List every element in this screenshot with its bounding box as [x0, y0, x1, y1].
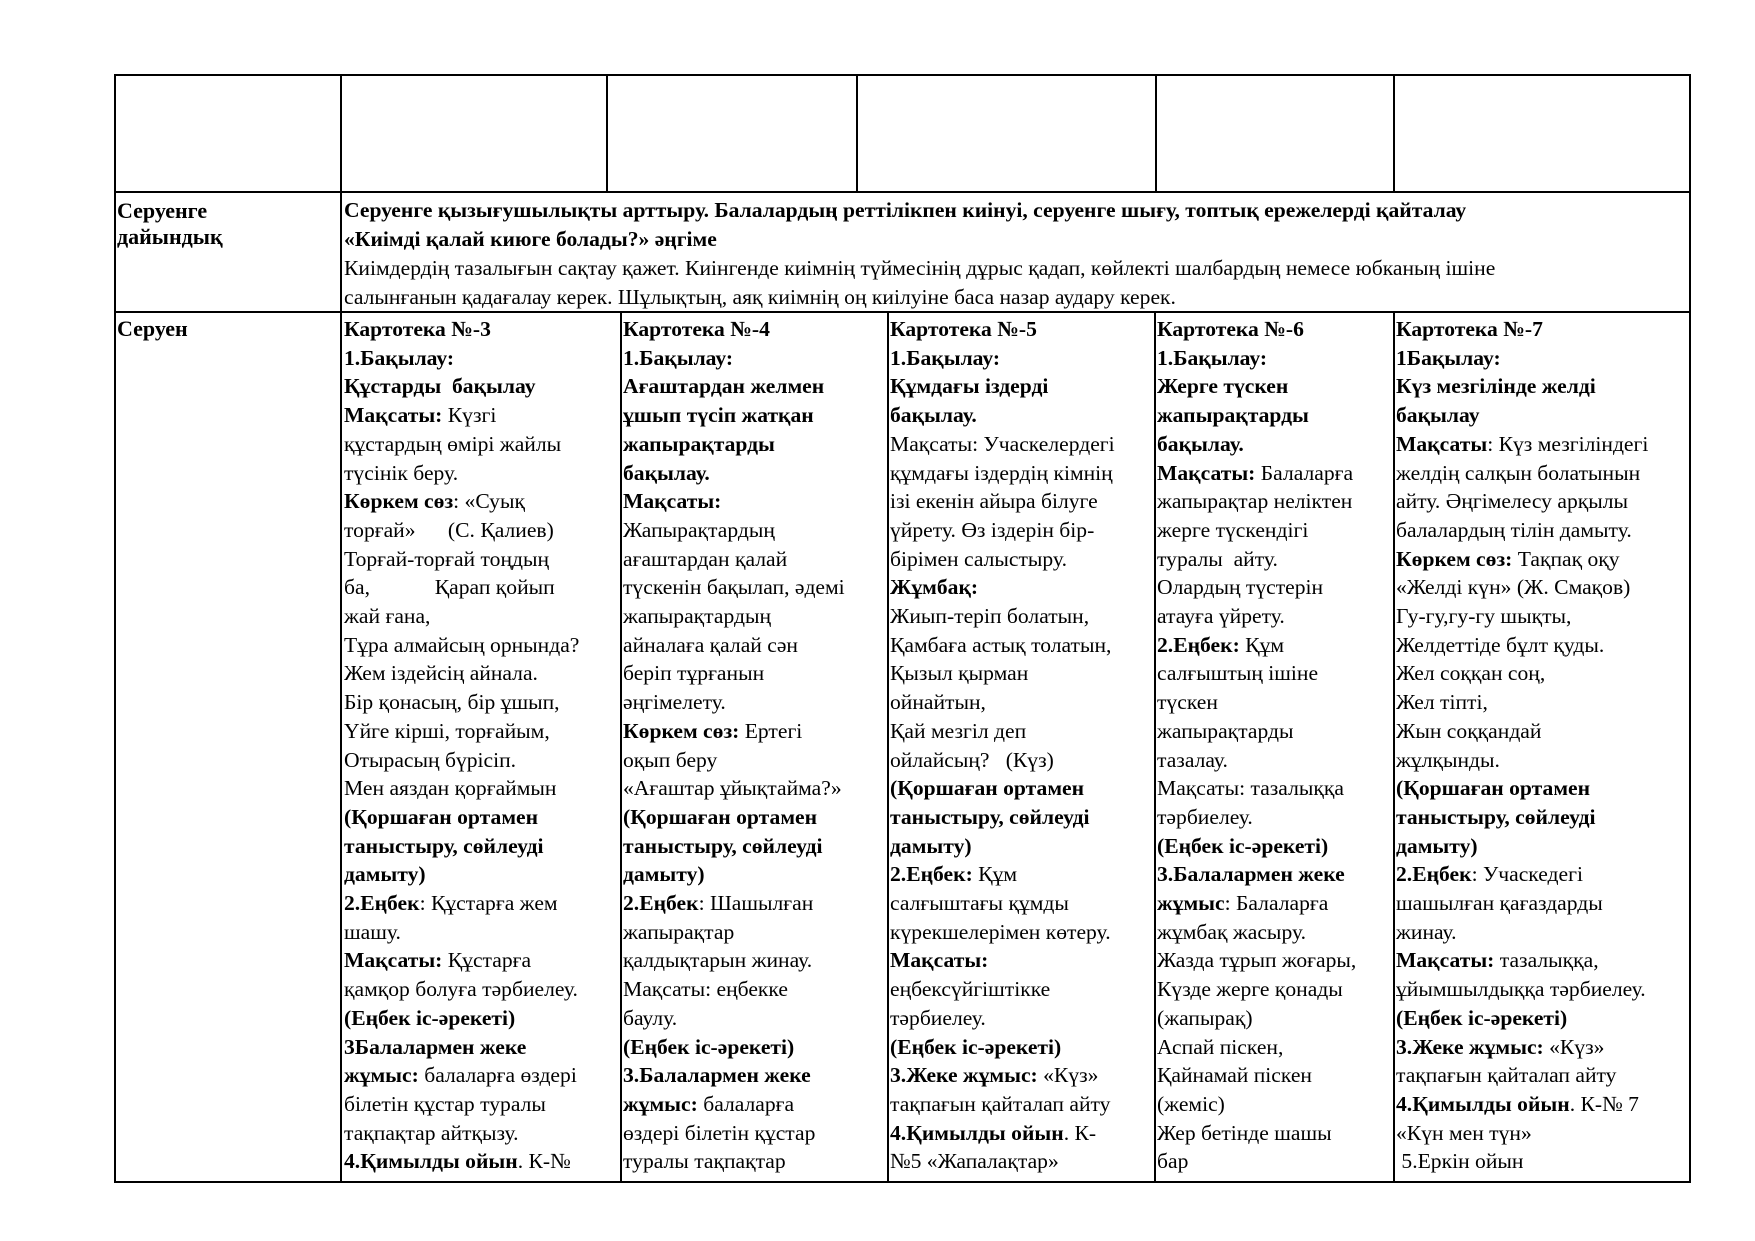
walk-row-divider-2 [887, 311, 889, 1183]
card-text-line: Жел соққан соң, [1396, 661, 1546, 686]
card-text-line: 3Балалармен жеке [344, 1034, 527, 1059]
card-text-line: «Ағаштар ұйықтайма?» [623, 776, 842, 801]
card-text-line: Тұра алмайсың орнында? [344, 632, 580, 657]
card-text-line: Мақсаты: тазалыққа [1157, 776, 1344, 801]
card-text-line: №5 «Жапалақтар» [890, 1149, 1059, 1174]
card-text-line: бақылау. [1157, 431, 1244, 456]
card-text-line: жай ғана, [344, 604, 431, 629]
card-text-line: жұлқынды. [1396, 747, 1500, 772]
text-segment: Тақпақ оқу [1517, 546, 1620, 571]
card-text-line: қамқор болуға тәрбиелеу. [344, 977, 578, 1002]
prep-line-1: Киімдердің тазалығын сақтау қажет. Киінгенде киімнің түймесінің дұрыс қадап, көйлекті шалбардың немесе юбканың ішіне [344, 256, 1496, 280]
card-text-line: Картотека №-4 [623, 317, 770, 341]
card-text-line: Күз мезгілінде желді [1396, 374, 1596, 399]
card-text-line: Қызыл қырман [890, 661, 1029, 686]
walk-row-divider-3 [1154, 311, 1156, 1183]
text-segment: 2.Еңбек: [890, 862, 979, 887]
card-text-line: (Еңбек іс-әрекеті) [623, 1034, 795, 1059]
card-text-line: 1.Бақылау: [623, 345, 734, 370]
text-segment: 2.Еңбек [344, 891, 420, 916]
card-text-line: салғыштағы құмды [890, 891, 1069, 916]
card-text-line: Құстарды бақылау [344, 374, 536, 399]
card-text-line: Қай мезгіл деп [890, 718, 1027, 743]
card-text-line: Құмдағы іздерді [890, 374, 1049, 399]
table-top-border [114, 74, 1691, 76]
card-text-line: Жиып-теріп болатын, [890, 604, 1090, 629]
card-column-6 [1157, 315, 1356, 1176]
card-text-line: Мақсаты: [623, 489, 722, 514]
card-text-line: (Қоршаған ортамен [344, 804, 539, 829]
card-text-line: Мен аяздан қорғаймын [344, 776, 557, 801]
card-text-line [1396, 1033, 1648, 1062]
card-text-line: тәрбиелеу. [1157, 804, 1253, 829]
card-text-line: жапырақтарды [1157, 718, 1294, 743]
card-text-line: атауға үйрету. [1157, 604, 1285, 629]
card-text-line: бақылау. [890, 403, 977, 428]
card-text-line: (жеміс) [1157, 1091, 1225, 1116]
card-text-line [344, 401, 579, 430]
card-text-line [344, 946, 579, 975]
text-segment: Құм [978, 862, 1018, 887]
card-text-line: бақылау [1396, 403, 1480, 428]
card-text-line [1396, 430, 1648, 459]
card-text-line: салғыштың ішіне [1157, 661, 1319, 686]
card-text-line: құмдағы іздердің кімнің [890, 460, 1113, 485]
card-text-line [1157, 889, 1356, 918]
text-segment: 3.Жеке жұмыс: [1396, 1034, 1550, 1059]
card-text-line: Желдеттіде бұлт қуды. [1396, 632, 1605, 657]
table-bottom-border [114, 1181, 1691, 1183]
card-text-line: Картотека №-5 [890, 317, 1037, 341]
card-text-line: Қамбаға астық толатын, [890, 632, 1112, 657]
card-text-line: (Қоршаған ортамен [623, 804, 818, 829]
card-text-line: дамыту) [623, 862, 705, 887]
card-text-line: Жапырақтардың [623, 517, 775, 542]
card-text-line [1396, 1090, 1648, 1119]
card-column-3 [344, 315, 579, 1176]
text-segment: Мақсаты: [344, 948, 448, 973]
prep-bold-line-2: «Киімді қалай киюге болады?» әңгіме [344, 227, 717, 251]
card-text-line: таныстыру, сөйлеуді [1396, 804, 1596, 829]
card-text-line: торғай» (С. Қалиев) [344, 517, 554, 542]
walk-row-divider-4 [1393, 311, 1395, 1183]
card-text-line [344, 889, 579, 918]
card-text-line: тақпағын қайталап айту [1396, 1063, 1617, 1088]
card-text-line: дамыту) [890, 833, 972, 858]
text-segment: 4.Қимылды ойын [1396, 1091, 1570, 1116]
card-text-line: айналаға қалай сән [623, 632, 798, 657]
card-text-line: Жын соққандай [1396, 718, 1542, 743]
text-segment: Мақсаты [1396, 431, 1488, 456]
card-text-line: жұмбақ жасыру. [1157, 919, 1306, 944]
text-segment: : Балаларға [1224, 891, 1329, 916]
card-text-line: таныстыру, сөйлеуді [623, 833, 823, 858]
card-text-line: бірімен салыстыру. [890, 546, 1067, 571]
row-divider-1 [114, 191, 1691, 193]
card-text-line: (Қоршаған ортамен [890, 776, 1085, 801]
card-text-line [890, 1061, 1115, 1090]
card-text-line: ағаштардан қалай [623, 546, 788, 571]
card-text-line: ойлайсың? (Күз) [890, 747, 1054, 772]
card-text-line [344, 1147, 579, 1176]
text-segment: Құм [1245, 632, 1285, 657]
card-text-line: еңбексүйгіштікке [890, 977, 1051, 1002]
card-text-line: шашылған қағаздарды [1396, 891, 1603, 916]
card-text-line: түсінік беру. [344, 460, 459, 485]
card-text-line: «Күн мен түн» [1396, 1120, 1532, 1145]
text-segment: . К- [1063, 1120, 1097, 1145]
prep-bold-line-1: Серуенге қызығушылықты арттыру. Балалардың реттілікпен киінуі, серуенге шығу, топтық ережелерді қайталау [344, 198, 1467, 222]
text-segment: : «Суық [453, 489, 525, 514]
card-text-line: Жерге түскен [1157, 374, 1289, 399]
card-text-line: жинау. [1396, 919, 1457, 944]
card-text-line [1396, 946, 1648, 975]
text-segment: тазалыққа, [1499, 948, 1599, 973]
card-text-line: Торғай-торғай тоңдың [344, 546, 550, 571]
row-label-walk: Серуен [117, 316, 188, 341]
prep-line-2: салынғанын қадағалау керек. Шұлықтың, аяқ киімнің оң киілуіне баса назар аудару керек. [344, 285, 1176, 309]
card-text-line: тақпағын қайталап айту [890, 1091, 1111, 1116]
card-text-line: (Еңбек іс-әрекеті) [344, 1005, 516, 1030]
text-segment: Құстарға [447, 948, 532, 973]
text-segment: Көркем сөз [344, 489, 454, 514]
card-text-line: Отырасың бүрісіп. [344, 747, 517, 772]
card-text-line: жапырақтарды [623, 431, 775, 456]
walk-preparation-text [344, 196, 1684, 312]
text-segment: балаларға өздері [424, 1063, 577, 1088]
card-text-line [623, 1090, 845, 1119]
table-right-border [1689, 74, 1691, 1183]
card-text-line: Қайнамай піскен [1157, 1063, 1312, 1088]
card-text-line: туралы айту. [1157, 546, 1278, 571]
card-text-line: шашу. [344, 919, 401, 944]
card-text-line: 5.Еркін ойын [1396, 1149, 1524, 1174]
card-text-line [1396, 545, 1648, 574]
card-text-line: Ағаштардан желмен [623, 374, 825, 399]
card-text-line: балалардың тілін дамыту. [1396, 517, 1632, 542]
card-column-4 [623, 315, 845, 1176]
card-text-line: Жем іздейсің айнала. [344, 661, 538, 686]
card-text-line [623, 889, 845, 918]
card-text-line: тәрбиелеу. [890, 1005, 986, 1030]
text-segment: Ертегі [744, 718, 803, 743]
text-segment: Мақсаты: [1396, 948, 1500, 973]
card-text-line: ойнайтын, [890, 690, 986, 715]
top-row-divider-3 [1155, 74, 1157, 193]
text-segment: 2.Еңбек [623, 891, 699, 916]
card-text-line: бар [1157, 1149, 1189, 1174]
text-segment: Балаларға [1260, 460, 1354, 485]
text-segment: 2.Еңбек: [1157, 632, 1246, 657]
card-text-line [623, 717, 845, 746]
card-text-line: 3.Балалармен жеке [1157, 862, 1345, 887]
text-segment: : Құстарға жем [419, 891, 558, 916]
card-text-line: (Еңбек іс-әрекеті) [1157, 833, 1329, 858]
card-text-line: Жер бетінде шашы [1157, 1120, 1332, 1145]
card-text-line: желдің салқын болатынын [1396, 460, 1641, 485]
text-segment: 4.Қимылды ойын [890, 1120, 1064, 1145]
card-text-line: дамыту) [344, 862, 426, 887]
card-text-line: әңгімелету. [623, 690, 726, 715]
card-text-line: Картотека №-7 [1396, 317, 1543, 341]
card-text-line: тазалау. [1157, 747, 1228, 772]
card-text-line: ұшып түсіп жатқан [623, 403, 814, 428]
card-text-line: түскен [1157, 690, 1218, 715]
card-text-line: ба, Қарап қойып [344, 575, 555, 600]
card-text-line: беріп тұрғанын [623, 661, 765, 686]
card-text-line [344, 1061, 579, 1090]
text-segment: балаларға [703, 1091, 795, 1116]
card-text-line: Жел тіпті, [1396, 690, 1488, 715]
card-text-line: баулу. [623, 1005, 678, 1030]
text-segment: : Учаскедегі [1471, 862, 1583, 887]
card-text-line: 1.Бақылау: [890, 345, 1001, 370]
card-text-line [1396, 860, 1648, 889]
card-text-line: (Еңбек іс-әрекеті) [1396, 1005, 1568, 1030]
card-text-line: ұйымшылдыққа тәрбиелеу. [1396, 977, 1646, 1002]
card-text-line: түскенін бақылап, әдемі [623, 575, 845, 600]
text-segment: : Шашылған [698, 891, 814, 916]
card-text-line: Үйге кірші, торғайым, [344, 718, 550, 743]
card-text-line [1157, 631, 1356, 660]
card-text-line: Аспай піскен, [1157, 1034, 1284, 1059]
label-column-divider [340, 74, 342, 1183]
card-text-line: айту. Әңгімелесу арқылы [1396, 489, 1629, 514]
text-segment: 2.Еңбек [1396, 862, 1472, 887]
card-text-line: ізі екенін айыра білуге [890, 489, 1098, 514]
text-segment: . К-№ 7 [1569, 1091, 1639, 1116]
text-segment: Күзгі [447, 403, 497, 428]
card-text-line: 3.Балалармен жеке [623, 1063, 811, 1088]
card-text-line: Олардың түстерін [1157, 575, 1324, 600]
text-segment: 4.Қимылды ойын [344, 1149, 518, 1174]
card-text-line: дамыту) [1396, 833, 1478, 858]
text-segment: : Күз мезгіліндегі [1487, 431, 1649, 456]
top-row-divider-4 [1393, 74, 1395, 193]
text-segment: Мақсаты: [344, 403, 448, 428]
table-left-border [114, 74, 116, 1183]
top-row-divider-2 [856, 74, 858, 193]
card-text-line: Жұмбақ: [890, 575, 979, 600]
card-text-line [1157, 459, 1356, 488]
card-text-line: Жазда тұрып жоғары, [1157, 948, 1357, 973]
card-text-line: Гу-гу,гу-гу шықты, [1396, 604, 1572, 629]
card-text-line: жапырақтардың [623, 604, 772, 629]
card-text-line: бақылау. [623, 460, 710, 485]
card-text-line: тақпақтар айтқызу. [344, 1120, 519, 1145]
text-segment: жұмыс: [344, 1063, 425, 1088]
card-text-line [890, 1119, 1115, 1148]
card-text-line: жапырақтар [623, 919, 735, 944]
text-segment: Көркем сөз: [623, 718, 745, 743]
card-text-line: Картотека №-3 [344, 317, 491, 341]
card-text-line: (Еңбек іс-әрекеті) [890, 1034, 1062, 1059]
card-text-line: өздері білетін құстар [623, 1120, 816, 1145]
card-text-line: Картотека №-6 [1157, 317, 1304, 341]
text-segment: Мақсаты: [1157, 460, 1261, 485]
card-text-line: Бір қонасың, бір ұшып, [344, 690, 560, 715]
card-text-line: құстардың өмірі жайлы [344, 431, 562, 456]
text-segment: «Күз» [1549, 1034, 1605, 1059]
card-text-line: Мақсаты: Учаскелердегі [890, 431, 1115, 456]
card-text-line: «Желді күн» (Ж. Смақов) [1396, 575, 1631, 600]
text-segment: «Күз» [1043, 1063, 1099, 1088]
card-text-line: Күзде жерге қонады [1157, 977, 1343, 1002]
card-text-line: қалдықтарын жинау. [623, 948, 813, 973]
card-text-line: 1.Бақылау: [1157, 345, 1268, 370]
card-text-line: таныстыру, сөйлеуді [344, 833, 544, 858]
card-text-line: білетін құстар туралы [344, 1091, 546, 1116]
card-text-line: 1.Бақылау: [344, 345, 455, 370]
card-text-line: 1Бақылау: [1396, 345, 1501, 370]
card-column-7 [1396, 315, 1648, 1176]
card-text-line: оқып беру [623, 747, 718, 772]
card-text-line: (Қоршаған ортамен [1396, 776, 1591, 801]
card-column-5 [890, 315, 1115, 1176]
card-text-line: туралы тақпақтар [623, 1149, 786, 1174]
text-segment: жұмыс [1157, 891, 1225, 916]
card-text-line: Мақсаты: [890, 948, 989, 973]
top-row-divider-1 [606, 74, 608, 193]
card-text-line: жапырақтарды [1157, 403, 1309, 428]
card-text-line: (жапырақ) [1157, 1005, 1253, 1030]
text-segment: . К-№ [517, 1149, 571, 1174]
card-text-line: таныстыру, сөйлеуді [890, 804, 1090, 829]
text-segment: 3.Жеке жұмыс: [890, 1063, 1044, 1088]
card-text-line [890, 860, 1115, 889]
card-text-line: күрекшелерімен көтеру. [890, 919, 1111, 944]
text-segment: жұмыс: [623, 1091, 704, 1116]
row-label-walk-preparation: Серуенге дайындық [117, 198, 223, 250]
card-text-line: үйрету. Өз іздерін бір- [890, 517, 1095, 542]
walk-row-divider-1 [620, 311, 622, 1183]
card-text-line: жерге түскендігі [1157, 517, 1309, 542]
card-text-line: Мақсаты: еңбекке [623, 977, 788, 1002]
card-text-line [344, 487, 579, 516]
card-text-line: жапырақтар неліктен [1157, 489, 1353, 514]
text-segment: Көркем сөз: [1396, 546, 1518, 571]
